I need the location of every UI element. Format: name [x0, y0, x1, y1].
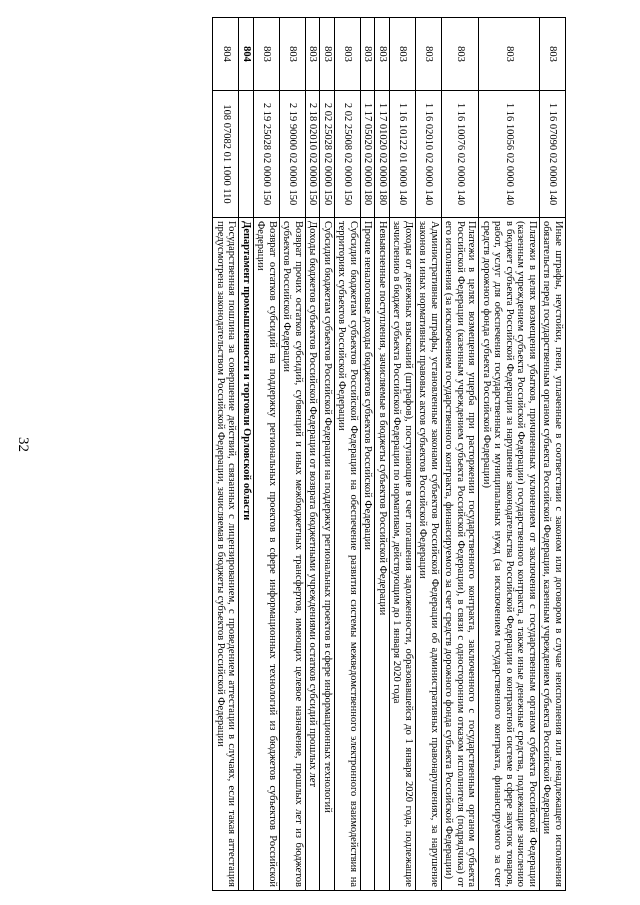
- page-number: 32: [15, 437, 31, 452]
- admin-code-cell: 803: [479, 18, 540, 91]
- table-row: [213, 18, 239, 891]
- admin-code-cell: 803: [442, 18, 480, 91]
- admin-code-cell: 804: [239, 18, 254, 91]
- admin-code-cell: 803: [361, 18, 376, 91]
- revenue-name-cell: Платежи в целях возмещения убытков, причиненных уклонением от заключения с государственным органом субъекта Российской Федерации (казенным учреждением субъекта Российской Федерации) государственного контракта, а также иные денежные средства, подлежащие зачислению в бюджет субъекта Российской Федерации за нарушение законодательства Российской Федерации о контрактной системе в сфере закупок товаров, работ, услуг для обеспечения государственных и муниципальных нужд (за исключением государственного контракта, финансируемого за счет средств дорожного фонда субъекта Российской Федерации): [479, 218, 540, 891]
- revenue-code-cell: 1 16 10076 02 0000 140: [442, 91, 480, 218]
- revenue-name-cell: Административные штрафы, установленные законами субъектов Российской Федерации об административных правонарушениях, за нарушение законов и иных нормативных правовых актов субъектов Российской Федерации: [416, 218, 442, 891]
- revenue-name-cell: Субсидии бюджетам субъектов Российской Федерации на поддержку региональных проектов в сфере информационных технологий: [320, 218, 335, 891]
- table-row: [375, 18, 390, 891]
- department-name-cell: Департамент промышленности и торговли Орловской области: [239, 218, 254, 891]
- revenue-code-cell: 2 19 90000 02 0000 150: [280, 91, 306, 218]
- table-row: [320, 18, 335, 891]
- revenue-name-cell: Платежи в целях возмещения ущерба при расторжении государственного контракта, заключенного с государственным органом субъекта Российской Федерации (казенным учреждением субъекта Российской Федерации), в связи с односторонним отказом исполнителя (подрядчика) от его исполнения (за исключением государственного контракта, финансируемого за счет средств дорожного фонда субъекта Российской Федерации): [442, 218, 480, 891]
- revenue-name-cell: Государственная пошлина за совершение действий, связанных с лицензированием, с проведением аттестации в случаях, если такая аттестация предусмотрена законодательством Российской Федерации, зачисляемая в бюджеты субъектов Российской Федерации: [213, 218, 239, 891]
- admin-code-cell: 803: [320, 18, 335, 91]
- admin-code-cell: 803: [375, 18, 390, 91]
- admin-code-cell: 803: [335, 18, 361, 91]
- table-row: [280, 18, 306, 891]
- admin-code-cell: 803: [390, 18, 416, 91]
- revenue-code-cell: [239, 91, 254, 218]
- revenue-name-cell: Доходы от денежных взысканий (штрафов), поступающие в счет погашения задолженности, образовавшейся до 1 января 2020 года, подлежащие зачислению в бюджет субъекта Российской Федерации по нормативам, действующим до 1 января 2020 года: [390, 218, 416, 891]
- admin-code-cell: 803: [416, 18, 442, 91]
- table-row: [254, 18, 280, 891]
- revenue-code-cell: 2 02 25008 02 0000 150: [335, 91, 361, 218]
- revenue-code-cell: 1 17 05020 02 0000 180: [361, 91, 376, 218]
- admin-code-cell: 803: [306, 18, 321, 91]
- admin-code-cell: 803: [540, 18, 566, 91]
- revenue-code-cell: 2 18 02010 02 0000 150: [306, 91, 321, 218]
- table-row: [361, 18, 376, 891]
- table-row: [335, 18, 361, 891]
- revenue-name-cell: Иные штрафы, неустойки, пени, уплаченные в соответствии с законом или договором в случае неисполнения или ненадлежащего исполнения обязательств перед государственным органом субъекта Российской Федерации, казенным учреждением субъекта Российской Федерации: [540, 218, 566, 891]
- admin-code-cell: 804: [213, 18, 239, 91]
- revenue-code-cell: 1 16 10122 01 0000 140: [390, 91, 416, 218]
- table-row: [479, 18, 540, 891]
- revenue-name-cell: Доходы бюджетов субъектов Российской Федерации от возврата бюджетными учреждениями остатков субсидий прошлых лет: [306, 218, 321, 891]
- table-row: [540, 18, 566, 891]
- revenue-name-cell: Возврат остатков субсидий на поддержку региональных проектов в сфере информационных технологий из бюджетов субъектов Российской Федерации: [254, 218, 280, 891]
- admin-code-cell: 803: [280, 18, 306, 91]
- revenue-table-sheet: [68, 17, 566, 891]
- revenue-code-cell: 1 16 10056 02 0000 140: [479, 91, 540, 218]
- department-row: [239, 18, 254, 891]
- admin-code-cell: 803: [254, 18, 280, 91]
- revenue-code-cell: 2 02 25028 02 0000 150: [320, 91, 335, 218]
- revenue-code-cell: 1 16 02010 02 0000 140: [416, 91, 442, 218]
- revenue-code-cell: 1 17 01020 02 0000 180: [375, 91, 390, 218]
- table-body: [213, 18, 566, 891]
- revenue-code-cell: 1 16 07090 02 0000 140: [540, 91, 566, 218]
- revenue-name-cell: Возврат прочих остатков субсидий, субвенций и иных межбюджетных трансфертов, имеющих целевое назначение, прошлых лет из бюджетов субъектов Российской Федерации: [280, 218, 306, 891]
- revenue-code-cell: 2 19 25028 02 0000 150: [254, 91, 280, 218]
- table-row: [390, 18, 416, 891]
- revenue-name-cell: Субсидии бюджетам субъектов Российской Федерации на обеспечение развития системы межведомственного электронного взаимодействия на территориях субъектов Российской Федерации: [335, 218, 361, 891]
- revenue-name-cell: Прочие неналоговые доходы бюджетов субъектов Российской Федерации: [361, 218, 376, 891]
- revenue-code-cell: 108 07082 01 1000 110: [213, 91, 239, 218]
- table-row: [306, 18, 321, 891]
- revenue-codes-table: [213, 17, 567, 891]
- table-row: [442, 18, 480, 891]
- table-row: [416, 18, 442, 891]
- revenue-name-cell: Невыясненные поступления, зачисляемые в бюджеты субъектов Российской Федерации: [375, 218, 390, 891]
